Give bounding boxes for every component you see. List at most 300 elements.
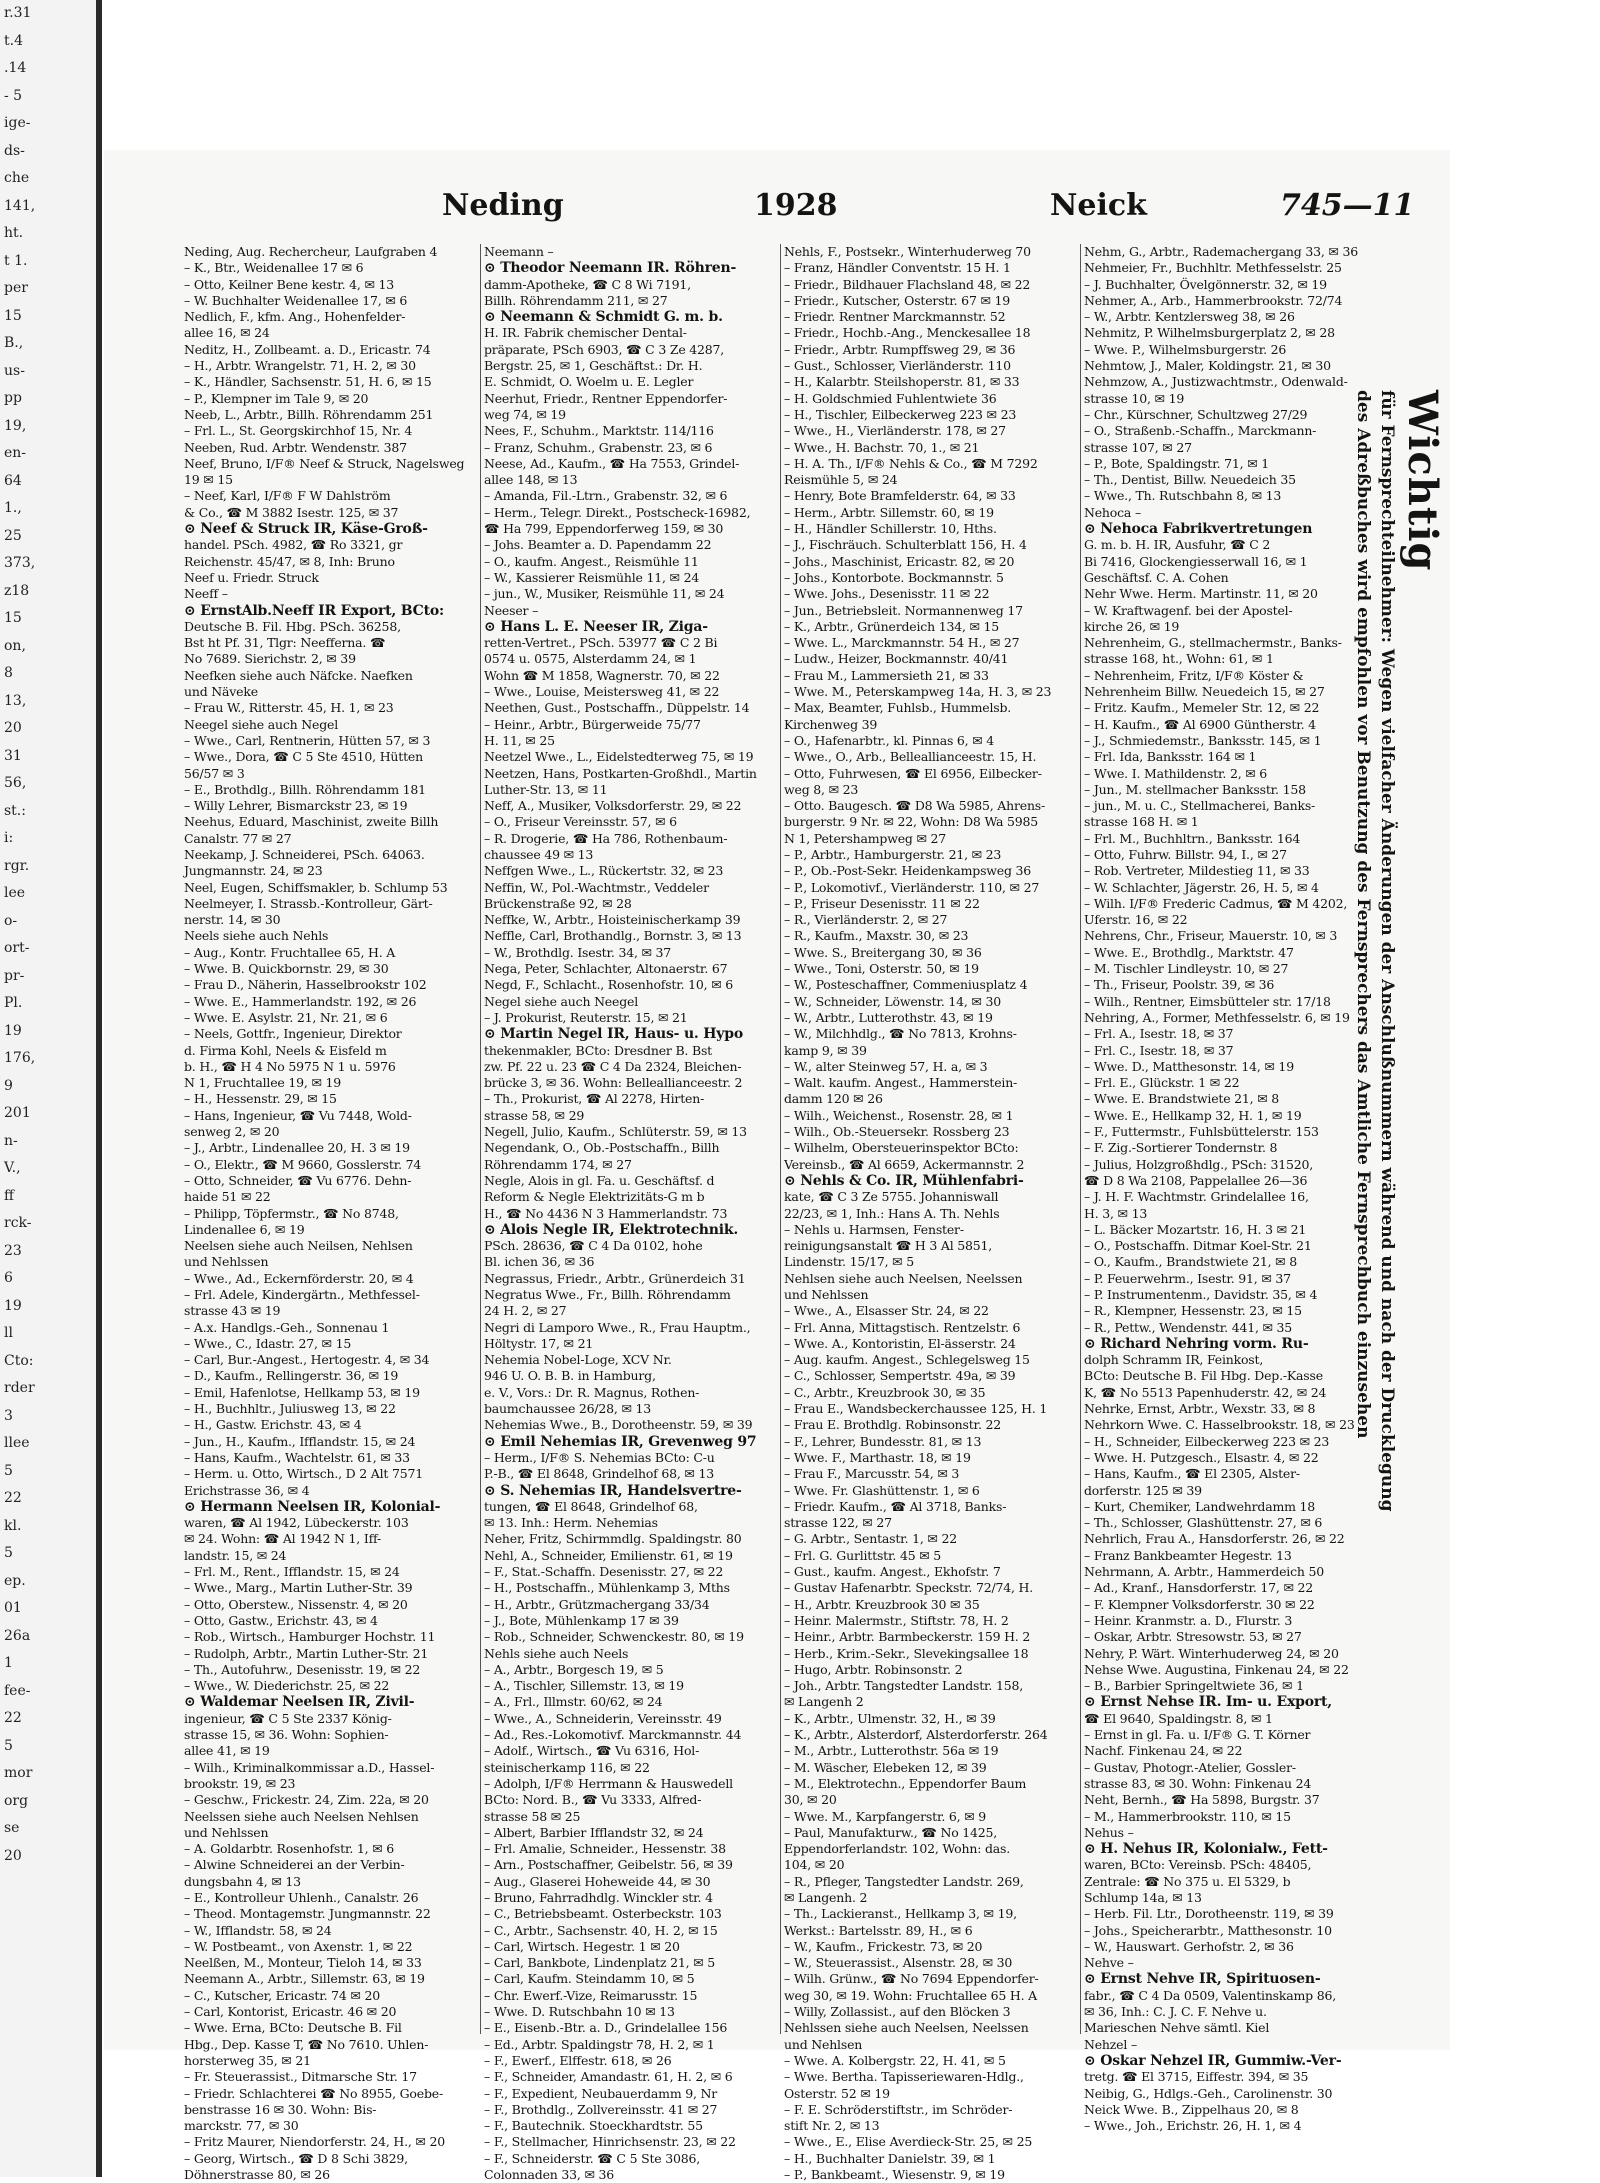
directory-entry: – F., Schneider, Amandastr. 61, H. 2, ✉ 6: [484, 2069, 733, 2085]
directory-entry: strasse 168, ht., Wohn: 61, ✉ 1: [1084, 651, 1274, 667]
directory-entry: Neemann –: [484, 244, 554, 259]
directory-entry: – A.x. Handlgs.-Geh., Sonnenau 1: [184, 1319, 390, 1335]
directory-entry: – Nehls u. Harmsen, Fenster-: [784, 1221, 964, 1237]
directory-entry: – L. Bäcker Mozartstr. 16, H. 3 ✉ 21: [1084, 1221, 1307, 1237]
gutter-fragment: 176,: [4, 1050, 36, 1066]
directory-entry: – Herm., Arbtr. Sillemstr. 60, ✉ 19: [784, 504, 994, 520]
directory-entry: – Wwe. H. Putzgesch., Elsastr. 4, ✉ 22: [1084, 1449, 1319, 1465]
directory-entry: – Franz, Händler Conventstr. 15 H. 1: [784, 260, 1011, 276]
directory-entry: – Gust., kaufm. Angest., Ekhofstr. 7: [784, 1564, 1001, 1580]
gutter-fragment: 25: [4, 527, 22, 544]
directory-entry: ⊙ H. Nehus IR, Kolonialw., Fett-: [1084, 1841, 1328, 1858]
directory-entry: – Willy Lehrer, Bismarckstr 23, ✉ 19: [184, 798, 408, 814]
directory-entry: – Aug. kaufm. Angest., Schlegelsweg 15: [784, 1352, 1030, 1368]
directory-entry: – Th., Friseur, Poolstr. 39, ✉ 36: [1084, 977, 1275, 993]
directory-entry: thekenmakler, BCto: Dresdner B. Bst: [484, 1042, 712, 1058]
directory-entry: weg 30, ✉ 19. Wohn: Fruchtallee 65 H. A: [784, 1987, 1037, 2003]
gutter-fragment: 141,: [4, 197, 36, 214]
directory-entry: – O., Kaufm., Brandstwiete 21, ✉ 8: [1084, 1254, 1297, 1270]
directory-entry: BCto: Deutsche B. Fil Hbg. Dep.-Kasse: [1084, 1368, 1323, 1384]
directory-entry: – Ad., Res.-Lokomotivf. Marckmannstr. 44: [484, 1727, 742, 1743]
gutter-fragment: 26a: [4, 1627, 31, 1644]
directory-entry: – J., Bote, Mühlenkamp 17 ✉ 39: [484, 1612, 679, 1628]
directory-entry: – Georg, Wirtsch., ☎ D 8 Schi 3829,: [184, 2150, 408, 2166]
directory-entry: 946 U. O. B. B. in Hamburg,: [484, 1368, 656, 1384]
directory-entry: und Nehlsen: [784, 2036, 863, 2052]
directory-entry: retten-Vertret., PSch. 53977 ☎ C 2 Bi: [484, 635, 718, 651]
directory-entry: – G. Arbtr., Sentastr. 1, ✉ 22: [784, 1531, 957, 1547]
directory-entry: Neffin, W., Pol.-Wachtmstr., Veddeler: [484, 879, 709, 895]
directory-entry: – Ludw., Heizer, Bockmannstr. 40/41: [784, 651, 1009, 667]
gutter-fragment: 31: [4, 747, 22, 764]
directory-entry: Neef u. Friedr. Struck: [184, 569, 319, 585]
gutter-fragment: o-: [4, 912, 18, 929]
directory-entry: & Co., ☎ M 3882 Isestr. 125, ✉ 37: [184, 504, 399, 520]
directory-entry: brücke 3, ✉ 36. Wohn: Belleallianceestr. 2: [484, 1075, 743, 1091]
gutter-fragment: 5: [4, 1545, 13, 1561]
directory-entry: – Wwe. Johs., Desenisstr. 11 ✉ 22: [784, 586, 990, 602]
directory-entry: Neelßen, M., Monteur, Tieloh 14, ✉ 33: [184, 1955, 422, 1971]
directory-entry: – J. Prokurist, Reuterstr. 15, ✉ 21: [484, 1009, 688, 1025]
directory-entry: horsterweg 35, ✉ 21: [184, 2052, 311, 2068]
directory-entry: – E., Brothdlg., Billh. Röhrendamm 181: [184, 781, 426, 797]
directory-entry: – H., Händler Schillerstr. 10, Hths.: [784, 521, 997, 537]
directory-entry: Brückenstraße 92, ✉ 28: [484, 895, 632, 911]
directory-entry: – Philipp, Töpfermstr., ☎ No 8748,: [184, 1205, 399, 1221]
directory-entry: Nehls siehe auch Neels: [484, 1645, 629, 1661]
directory-entry: – Jun., H., Kaufm., Ifflandstr. 15, ✉ 24: [184, 1433, 416, 1449]
directory-entry: Neff, A., Musiker, Volksdorferstr. 29, ✉ 22: [484, 798, 742, 814]
gutter-fragment: 15: [4, 307, 22, 324]
gutter-fragment: 13,: [4, 692, 27, 709]
directory-entry: – Amanda, Fil.-Ltrn., Grabenstr. 32, ✉ 6: [484, 488, 728, 504]
directory-entry: – Gustav, Photogr.-Atelier, Gossler-: [1084, 1759, 1296, 1775]
directory-entry: strasse 107, ✉ 27: [1084, 439, 1192, 455]
directory-entry: – Th., Schlosser, Glashüttenstr. 27, ✉ 6: [1084, 1515, 1323, 1531]
directory-entry: Neelmeyer, I. Strassb.-Kontrolleur, Gärt-: [184, 895, 433, 911]
directory-entry: – Carl, Bankbote, Lindenplatz 21, ✉ 5: [484, 1955, 716, 1971]
directory-entry: – Gustav Hafenarbtr. Speckstr. 72/74, H.: [784, 1580, 1033, 1596]
directory-entry: Neding, Aug. Rechercheur, Laufgraben 4: [184, 244, 438, 259]
directory-entry: Negratus Wwe., Fr., Billh. Röhrendamm: [484, 1287, 731, 1302]
directory-entry: – K., Arbtr., Grünerdeich 134, ✉ 15: [784, 618, 1000, 634]
directory-entry: – Wwe., H. Bachstr. 70, 1., ✉ 21: [784, 439, 980, 455]
directory-entry: Nehry, P. Wärt. Winterhuderweg 24, ✉ 20: [1084, 1645, 1339, 1661]
directory-entry: ingenieur, ☎ C 5 Ste 2337 König-: [184, 1710, 392, 1726]
directory-entry: – F., Expedient, Neubauerdamm 9, Nr: [484, 2085, 718, 2101]
directory-entry: Bi 7416, Glockengiesserwall 16, ✉ 1: [1084, 553, 1308, 569]
directory-entry: – Johs., Kontorbote. Bockmannstr. 5: [784, 569, 1004, 585]
directory-entry: Nehlssen siehe auch Neelsen, Neelssen: [784, 2020, 1029, 2036]
directory-entry: Reichenstr. 45/47, ✉ 8, Inh: Bruno: [184, 553, 395, 569]
directory-entry: – Hugo, Arbtr. Robinsonstr. 2: [784, 1661, 963, 1677]
gutter-fragment: Cto:: [4, 1352, 34, 1369]
directory-entry: – jun., M. u. C., Stellmacherei, Banks-: [1084, 798, 1316, 814]
directory-entry: – H., Postschaffn., Mühlenkamp 3, Mths: [484, 1580, 730, 1596]
directory-entry: – J., Arbtr., Lindenallee 20, H. 3 ✉ 19: [184, 1140, 410, 1156]
directory-entry: – Frl. M., Buchhltrn., Banksstr. 164: [1084, 830, 1301, 846]
directory-entry: Nehls, F., Postsekr., Winterhuderweg 70: [784, 244, 1031, 259]
directory-entry: – R., Vierländerstr. 2, ✉ 27: [784, 912, 948, 928]
directory-entry: Nachf. Finkenau 24, ✉ 22: [1084, 1743, 1243, 1759]
directory-entry: ⊙ Richard Nehring vorm. Ru-: [1084, 1335, 1309, 1352]
directory-entry: – P., Ob.-Post-Sekr. Heidenkampsweg 36: [784, 863, 1032, 879]
directory-entry: – Otto, Schneider, ☎ Vu 6776. Dehn-: [184, 1172, 412, 1188]
directory-entry: zw. Pf. 22 u. 23 ☎ C 4 Da 2324, Bleichen-: [484, 1058, 742, 1074]
gutter-fragment: 201: [4, 1105, 31, 1121]
directory-entry: strasse 58, ✉ 29: [484, 1107, 585, 1123]
directory-entry: ✉ 36, Inh.: C. J. C. F. Nehve u.: [1084, 2004, 1267, 2020]
directory-entry: – Frau D., Näherin, Hasselbrookstr 102: [184, 977, 427, 993]
gutter-fragment: rgr.: [4, 857, 30, 874]
directory-entry: – Neels, Gottfr., Ingenieur, Direktor: [184, 1026, 402, 1042]
directory-entry: – H., Arbtr., Grützmachergang 33/34: [484, 1596, 710, 1612]
gutter-fragment: ll: [4, 1325, 13, 1341]
directory-entry: handel. PSch. 4982, ☎ Ro 3321, gr: [184, 537, 403, 553]
directory-entry: ✉ Langenh 2: [784, 1694, 864, 1710]
directory-entry: – Wwe. E. Asylstr. 21, Nr. 21, ✉ 6: [184, 1009, 388, 1025]
directory-entry: Uferstr. 16, ✉ 22: [1084, 912, 1188, 928]
directory-entry: Hbg., Dep. Kasse T, ☎ No 7610. Uhlen-: [184, 2036, 429, 2052]
directory-entry: Lindenallee 6, ✉ 19: [184, 1221, 305, 1237]
directory-entry: – F., Stat.-Schaffn. Desenisstr. 27, ✉ 22: [484, 1564, 724, 1580]
directory-entry: Neese, Ad., Kaufm., ☎ Ha 7553, Grindel-: [484, 455, 740, 471]
directory-entry: Nehus –: [1084, 1824, 1134, 1840]
directory-entry: – Wwe. I. Mathildenstr. 2, ✉ 6: [1084, 765, 1268, 781]
gutter-fragment: 373,: [4, 555, 36, 571]
directory-entry: – Carl, Bur.-Angest., Hertogestr. 4, ✉ 34: [184, 1352, 430, 1368]
directory-entry: – P. Feuerwehrm., Isestr. 91, ✉ 37: [1084, 1270, 1291, 1286]
directory-entry: landstr. 15, ✉ 24: [184, 1547, 287, 1563]
directory-entry: Vereinsb., ☎ Al 6659, Ackermannstr. 2: [784, 1156, 1025, 1172]
directory-entry: – Friedr., Arbtr. Rumpffsweg 29, ✉ 36: [784, 341, 1016, 357]
directory-entry: – Otto, Fuhrw. Billstr. 94, I., ✉ 27: [1084, 846, 1287, 862]
directory-entry: – C., Arbtr., Sachsenstr. 40, H. 2, ✉ 15: [484, 1922, 718, 1938]
directory-entry: ⊙ Oskar Nehzel IR, Gummiw.-Ver-: [1084, 2052, 1342, 2069]
directory-entry: – M. Wäscher, Elebeken 12, ✉ 39: [784, 1759, 987, 1775]
directory-entry: – Wilh., Ob.-Steuersekr. Rossberg 23: [784, 1124, 1010, 1140]
directory-entry: ⊙ Martin Negel IR, Haus- u. Hypo: [484, 1026, 743, 1043]
directory-entry: – Wwe. D., Matthesonstr. 14, ✉ 19: [1084, 1058, 1294, 1074]
directory-entry: Neeser –: [484, 602, 539, 618]
directory-entry: – R., Pettw., Wendenstr. 441, ✉ 35: [1084, 1319, 1293, 1335]
directory-entry: – K., Arbtr., Alsterdorf, Alsterdorferstr. 264: [784, 1727, 1048, 1743]
directory-entry: Neffle, Carl, Brothandlg., Bornstr. 3, ✉ 13: [484, 928, 742, 944]
gutter-fragment: Pl.: [4, 995, 23, 1011]
directory-entry: – F., Ewerf., Elffestr. 618, ✉ 26: [484, 2052, 672, 2068]
directory-entry: Nehrens, Chr., Friseur, Mauerstr. 10, ✉ 3: [1084, 928, 1338, 944]
directory-entry: G. m. b. H. IR, Ausfuhr, ☎ C 2: [1084, 537, 1271, 553]
directory-entry: – W., Arbtr. Kentzlersweg 38, ✉ 26: [1084, 309, 1295, 325]
directory-entry: – P., Lokomotivf., Vierländerstr. 110, ✉ 27: [784, 879, 1040, 895]
directory-entry: Jungmannstr. 24, ✉ 23: [184, 863, 323, 879]
directory-entry: – Wwe. D. Rutschbahn 10 ✉ 13: [484, 2004, 675, 2020]
gutter-fragment: i:: [4, 830, 14, 846]
directory-entry: strasse 122, ✉ 27: [784, 1515, 892, 1531]
directory-entry: – H., Hessenstr. 29, ✉ 15: [184, 1091, 337, 1107]
directory-entry: – P., Bote, Spaldingstr. 71, ✉ 1: [1084, 455, 1270, 471]
directory-entry: – H., Buchhltr., Juliusweg 13, ✉ 22: [184, 1401, 396, 1417]
directory-entry: – Wwe. A., Kontoristin, El-ässerstr. 24: [784, 1335, 1016, 1351]
directory-entry: d. Firma Kohl, Neels & Eisfeld m: [184, 1042, 387, 1058]
directory-entry: – A. Goldarbtr. Rosenhofstr. 1, ✉ 6: [184, 1841, 394, 1857]
directory-entry: weg 8, ✉ 23: [784, 781, 859, 797]
directory-entry: Neethen, Gust., Postschaffn., Düppelstr. 14: [484, 700, 750, 716]
directory-entry: – Wwe. M., Peterskampweg 14a, H. 3, ✉ 23: [784, 684, 1052, 700]
gutter-fragment: B.,: [4, 335, 24, 351]
directory-entry: – F., Futtermstr., Fuhlsbüttelerstr. 153: [1084, 1124, 1319, 1140]
directory-entry: nerstr. 14, ✉ 30: [184, 912, 281, 928]
directory-entry: Geschäftsf. C. A. Cohen: [1084, 569, 1229, 585]
directory-entry: Nehmtow, J., Maler, Koldingstr. 21, ✉ 30: [1084, 358, 1331, 374]
directory-entry: – Th., Prokurist, ☎ Al 2278, Hirten-: [484, 1091, 705, 1107]
directory-entry: K, ☎ No 5513 Papenhuderstr. 42, ✉ 24: [1084, 1384, 1327, 1400]
directory-entry: burgerstr. 9 Nr. ✉ 22, Wohn: D8 Wa 5985: [784, 814, 1039, 830]
directory-entry: – Wwe. S., Breitergang 30, ✉ 36: [784, 944, 982, 960]
directory-entry: Reismühle 5, ✉ 24: [784, 472, 898, 488]
directory-entry: Marieschen Nehve sämtl. Kiel: [1084, 2020, 1270, 2036]
gutter-fragment: 19: [4, 1022, 22, 1039]
directory-entry: Neerhut, Friedr., Rentner Eppendorfer-: [484, 390, 728, 406]
gutter-fragment: ht.: [4, 225, 24, 241]
directory-entry: – H., Arbtr. Wrangelstr. 71, H. 2, ✉ 30: [184, 358, 416, 374]
directory-entry: stift Nr. 2, ✉ 13: [784, 2118, 880, 2134]
directory-entry: Werkst.: Bartelsstr. 89, H., ✉ 6: [784, 1922, 973, 1938]
directory-entry: strasse 83, ✉ 30. Wohn: Finkenau 24: [1084, 1775, 1312, 1791]
directory-entry: Negendank, O., Ob.-Postschaffn., Billh: [484, 1140, 720, 1156]
directory-entry: – R. Drogerie, ☎ Ha 786, Rothenbaum-: [484, 830, 728, 846]
directory-entry: – W., Hauswart. Gerhofstr. 2, ✉ 36: [1084, 1938, 1294, 1954]
directory-entry: Nehr Wwe. Herm. Martinstr. 11, ✉ 20: [1084, 586, 1318, 602]
directory-entry: – Julius, Holzgroßhdlg., PSch: 31520,: [1084, 1156, 1314, 1172]
directory-entry: – Ernst in gl. Fa. u. I/F® G. T. Körner: [1084, 1727, 1311, 1743]
directory-entry: – Wwe., O., Arb., Belleallianceestr. 15, H.: [784, 749, 1037, 765]
directory-entry: – Aug., Kontr. Fruchtallee 65, H. A: [184, 944, 396, 960]
directory-entry: – Th., Autofuhrw., Desenisstr. 19, ✉ 22: [184, 1661, 421, 1677]
directory-page: [104, 150, 1450, 2183]
directory-entry: – W. Schlachter, Jägerstr. 26, H. 5, ✉ 4: [1084, 879, 1319, 895]
gutter-fragment: kl.: [4, 1517, 22, 1534]
directory-entry: – A., Tischler, Sillemstr. 13, ✉ 19: [484, 1678, 684, 1694]
directory-entry: – Bruno, Fahrradhdlg. Winckler str. 4: [484, 1889, 713, 1905]
directory-entry: ⊙ Nehoca Fabrikvertretungen: [1084, 521, 1313, 538]
directory-entry: 104, ✉ 20: [784, 1857, 845, 1873]
directory-entry: No 7689. Sierichstr. 2, ✉ 39: [184, 651, 356, 667]
page-number: 745—11: [1280, 188, 1415, 223]
directory-entry: – H., Buchhalter Danielstr. 39, ✉ 1: [784, 2150, 996, 2166]
directory-entry: Neel, Eugen, Schiffsmakler, b. Schlump 53: [184, 879, 448, 895]
directory-entry: Neehus, Eduard, Maschinist, zweite Billh: [184, 814, 439, 830]
directory-entry: – H., Gastw. Erichstr. 43, ✉ 4: [184, 1417, 362, 1433]
directory-entry: chaussee 49 ✉ 13: [484, 846, 594, 862]
directory-entry: allee 16, ✉ 24: [184, 325, 270, 341]
directory-entry: Negle, Alois in gl. Fa. u. Geschäftsf. d: [484, 1172, 715, 1188]
gutter-fragment: ort-: [4, 940, 30, 956]
directory-entry: – Hans, Ingenieur, ☎ Vu 7448, Wold-: [184, 1107, 412, 1123]
directory-entry: PSch. 28636, ☎ C 4 Da 0102, hohe: [484, 1238, 703, 1254]
directory-entry: – H., Schneider, Eilbeckerweg 223 ✉ 23: [1084, 1433, 1330, 1449]
directory-entry: brookstr. 19, ✉ 23: [184, 1775, 296, 1791]
directory-entry: – M., Elektrotechn., Eppendorfer Baum: [784, 1775, 1027, 1791]
directory-entry: – H. Goldschmied Fuhlentwiete 36: [784, 390, 997, 406]
directory-entry: ⊙ Alois Negle IR, Elektrotechnik.: [484, 1221, 739, 1238]
directory-entry: 30, ✉ 20: [784, 1792, 837, 1808]
directory-entry: Nehrlich, Frau A., Hansdorferstr. 26, ✉ 22: [1084, 1531, 1345, 1547]
directory-entry: Negell, Julio, Kaufm., Schlüterstr. 59, ✉ 13: [484, 1124, 747, 1140]
directory-entry: und Nehlssen: [184, 1254, 269, 1270]
directory-entry: damm 120 ✉ 26: [784, 1091, 883, 1107]
directory-entry: – Wwe. E., Hammerlandstr. 192, ✉ 26: [184, 993, 417, 1009]
directory-entry: ☎ D 8 Wa 2108, Pappelallee 26—36: [1084, 1172, 1308, 1188]
directory-entry: Neelsen siehe auch Neilsen, Nehlsen: [184, 1238, 413, 1254]
directory-entry: – W., Schneider, Löwenstr. 14, ✉ 30: [784, 993, 1001, 1009]
directory-entry: Reform & Negle Elektrizitäts-G m b: [484, 1189, 705, 1205]
gutter-fragment: 5: [4, 1737, 13, 1754]
directory-entry: – O., Straßenb.-Schaffn., Marckmann-: [1084, 423, 1317, 439]
gutter-fragment: .14: [4, 60, 27, 76]
directory-entry: – J. Buchhalter, Övelgönnerstr. 32, ✉ 19: [1084, 276, 1327, 292]
directory-entry: Bergstr. 25, ✉ 1, Geschäftst.: Dr. H.: [484, 358, 703, 374]
directory-entry: Neeb, L., Arbtr., Billh. Röhrendamm 251: [184, 406, 434, 422]
directory-entry: Nehring, A., Former, Methfesselstr. 6, ✉ 19: [1084, 1009, 1350, 1025]
directory-entry: damm-Apotheke, ☎ C 8 Wi 7191,: [484, 276, 691, 292]
directory-entry: ☎ Ha 799, Eppendorferweg 159, ✉ 30: [484, 521, 724, 537]
directory-entry: Neeben, Rud. Arbtr. Wendenstr. 387: [184, 439, 407, 455]
directory-entry: ✉ 24. Wohn: ☎ Al 1942 N 1, Iff-: [184, 1531, 382, 1547]
directory-entry: allee 41, ✉ 19: [184, 1743, 270, 1759]
directory-entry: Nehrenheim Billw. Neuedeich 15, ✉ 27: [1084, 684, 1325, 700]
directory-entry: kirche 26, ✉ 19: [1084, 618, 1180, 634]
directory-entry: Neeff –: [184, 586, 228, 602]
directory-entry: Neelssen siehe auch Neelsen Nehlsen: [184, 1808, 419, 1824]
directory-entry: Neditz, H., Zollbeamt. a. D., Ericastr. 74: [184, 341, 431, 357]
directory-entry: – W., Ifflandstr. 58, ✉ 24: [184, 1922, 332, 1938]
directory-entry: – M., Arbtr., Lutterothstr. 56a ✉ 19: [784, 1743, 999, 1759]
directory-entry: Röhrendamm 174, ✉ 27: [484, 1156, 632, 1172]
directory-entry: Nehmeier, Fr., Buchhltr. Methfesselstr. 25: [1084, 260, 1342, 276]
directory-entry: – Paul, Manufakturw., ☎ No 1425,: [784, 1824, 998, 1840]
directory-entry: – Otto, Fuhrwesen, ☎ El 6956, Eilbecker-: [784, 765, 1042, 781]
directory-entry: 56/57 ✉ 3: [184, 765, 245, 781]
directory-entry: – Wwe. P., Wilhelmsburgerstr. 26: [1084, 341, 1287, 357]
directory-entry: und Nehlssen: [184, 1824, 269, 1840]
directory-entry: H., ☎ No 4436 N 3 Hammerlandstr. 73: [484, 1205, 728, 1221]
directory-entry: – Fritz. Kaufm., Memeler Str. 12, ✉ 22: [1084, 700, 1320, 716]
directory-entry: – W., Posteschaffner, Commeniusplatz 4: [784, 977, 1028, 993]
directory-entry: Billh. Röhrendamm 211, ✉ 27: [484, 292, 668, 308]
directory-entry: Negd, F., Schlacht., Rosenhofstr. 10, ✉ 6: [484, 977, 734, 993]
directory-entry: – Kurt, Chemiker, Landwehrdamm 18: [1084, 1498, 1316, 1514]
directory-entry: Neibig, G., Hdlgs.-Geh., Carolinenstr. 30: [1084, 2085, 1333, 2101]
directory-entry: – Henry, Bote Bramfelderstr. 64, ✉ 33: [784, 488, 1016, 504]
directory-entry: – K., Händler, Sachsenstr. 51, H. 6, ✉ 15: [184, 374, 432, 390]
directory-entry: – O., Hafenarbtr., kl. Pinnas 6, ✉ 4: [784, 732, 995, 748]
directory-entry: – O., Elektr., ☎ M 9660, Gosslerstr. 74: [184, 1156, 422, 1172]
directory-entry: Nedlich, F., kfm. Ang., Hohenfelder-: [184, 309, 406, 325]
directory-entry: Neht, Bernh., ☎ Ha 5898, Burgstr. 37: [1084, 1792, 1320, 1808]
gutter-fragment: org: [4, 1792, 29, 1809]
gutter-fragment: se: [4, 1820, 20, 1836]
directory-entry: – Joh., Arbtr. Tangstedter Landstr. 158,: [784, 1678, 1024, 1694]
directory-entry: – Nehrenheim, Fritz, I/F® Köster &: [1084, 667, 1304, 683]
directory-entry: und Näveke: [184, 684, 258, 700]
directory-entry: – Frl. E., Glückstr. 1 ✉ 22: [1084, 1075, 1240, 1091]
directory-column-1: [184, 244, 489, 2183]
directory-entry: Negel siehe auch Neegel: [484, 993, 638, 1009]
directory-entry: ⊙ Emil Nehemias IR, Grevenweg 97: [484, 1433, 757, 1450]
directory-entry: – Oskar, Arbtr. Stresowstr. 53, ✉ 27: [1084, 1629, 1302, 1645]
directory-entry: – Frau W., Ritterstr. 45, H. 1, ✉ 23: [184, 700, 394, 716]
directory-entry: – Wwe., Ad., Eckernförderstr. 20, ✉ 4: [184, 1270, 414, 1286]
directory-entry: – Frl. Anna, Mittagstisch. Rentzelstr. 6: [784, 1319, 1021, 1335]
directory-entry: P.-B., ☎ El 8648, Grindelhof 68, ✉ 13: [484, 1466, 714, 1482]
directory-entry: H. IR. Fabrik chemischer Dental-: [484, 325, 687, 341]
directory-entry: – Frl. C., Isestr. 18, ✉ 37: [1084, 1042, 1234, 1058]
directory-entry: 0574 u. 0575, Alsterdamm 24, ✉ 1: [484, 651, 697, 667]
directory-entry: – R., Kaufm., Maxstr. 30, ✉ 23: [784, 928, 969, 944]
directory-entry: ⊙ Theodor Neemann IR. Röhren-: [484, 260, 737, 277]
directory-entry: – Frl. G. Gurlittstr. 45 ✉ 5: [784, 1547, 942, 1563]
directory-entry: – Friedr. Kaufm., ☎ Al 3718, Banks-: [784, 1498, 1007, 1514]
directory-entry: BCto: Nord. B., ☎ Vu 3333, Alfred-: [484, 1792, 702, 1808]
directory-entry: waren, ☎ Al 1942, Lübeckerstr. 103: [184, 1515, 409, 1531]
directory-entry: – W., Brothdlg. Isestr. 34, ✉ 37: [484, 944, 672, 960]
gutter-fragment: rder: [4, 1380, 35, 1396]
directory-entry: – Walt. kaufm. Angest., Hammerstein-: [784, 1075, 1018, 1091]
directory-entry: E. Schmidt, O. Woelm u. E. Legler: [484, 374, 694, 390]
directory-entry: – Wilh., Rentner, Eimsbütteler str. 17/18: [1084, 993, 1331, 1009]
directory-entry: – jun., W., Musiker, Reismühle 11, ✉ 24: [484, 586, 725, 602]
directory-entry: Negri di Lamporo Wwe., R., Frau Hauptm.,: [484, 1319, 751, 1335]
gutter-fragment: ds-: [4, 142, 25, 159]
header-first-name: Neding: [442, 188, 564, 223]
directory-entry: – C., Betriebsbeamt. Osterbeckstr. 103: [484, 1906, 722, 1922]
directory-entry: tretg. ☎ El 3715, Eiffestr. 394, ✉ 35: [1084, 2069, 1309, 2085]
directory-entry: – Herb., Krim.-Sekr., Slevekingsallee 18: [784, 1645, 1029, 1661]
gutter-fragment: 19,: [4, 417, 27, 434]
directory-entry: – Wwe. E. Brandstwiete 21, ✉ 8: [1084, 1091, 1280, 1107]
directory-entry: – Fr. Steuerassist., Ditmarsche Str. 17: [184, 2069, 417, 2085]
directory-entry: 24 H. 2, ✉ 27: [484, 1303, 567, 1319]
gutter-fragment: 9: [4, 1077, 13, 1094]
directory-entry: Colonnaden 33, ✉ 36: [484, 2167, 614, 2183]
directory-entry: – Wwe., H., Vierländerstr. 178, ✉ 27: [784, 423, 1006, 439]
directory-entry: Zentrale: ☎ No 375 u. El 5329, b: [1084, 1873, 1291, 1889]
directory-entry: ✉ 13. Inh.: Herm. Nehemias: [484, 1515, 658, 1531]
directory-entry: – B., Barbier Springeltwiete 36, ✉ 1: [1084, 1678, 1304, 1694]
directory-entry: ⊙ Hermann Neelsen IR, Kolonial-: [184, 1498, 441, 1515]
directory-entry: – O., kaufm. Angest., Reismühle 11: [484, 553, 699, 569]
directory-entry: – E., Eisenb.-Btr. a. D., Grindelallee 156: [484, 2020, 728, 2036]
gutter-fragment: pr-: [4, 967, 25, 984]
directory-entry: – F., Brothdlg., Zollvereinsstr. 41 ✉ 27: [484, 2101, 718, 2117]
notice-line-2: des Adreßbuches wird empfohlen vor Benutzung des Fernsprechers das Amtliche Fernsprechbuch einzusehen: [1353, 390, 1373, 1439]
directory-entry: ⊙ Nehls & Co. IR, Mühlenfabri-: [784, 1172, 1024, 1189]
directory-entry: – F., Stellmacher, Hinrichsenstr. 23, ✉ 22: [484, 2134, 736, 2150]
directory-entry: – Carl, Kontorist, Ericastr. 46 ✉ 20: [184, 2004, 397, 2020]
directory-entry: – W., Steuerassist., Alsenstr. 28, ✉ 30: [784, 1955, 1013, 1971]
directory-entry: Neegel siehe auch Negel: [184, 716, 338, 732]
directory-entry: – Frau M., Lammersieth 21, ✉ 33: [784, 667, 989, 683]
directory-entry: strasse 168 H. ✉ 1: [1084, 814, 1199, 830]
directory-entry: – W., Kaufm., Frickestr. 73, ✉ 20: [784, 1938, 983, 1954]
directory-entry: – Frl. L., St. Georgskirchhof 15, Nr. 4: [184, 423, 413, 439]
directory-entry: Neher, Fritz, Schirmmdlg. Spaldingstr. 80: [484, 1531, 742, 1547]
directory-entry: Nehoca –: [1084, 504, 1141, 520]
directory-entry: Nehl, A., Schneider, Emilienstr. 61, ✉ 19: [484, 1547, 733, 1563]
directory-entry: – Chr. Ewerf.-Vize, Reimarusstr. 15: [484, 1987, 698, 2003]
gutter-fragment: 15: [4, 610, 22, 626]
